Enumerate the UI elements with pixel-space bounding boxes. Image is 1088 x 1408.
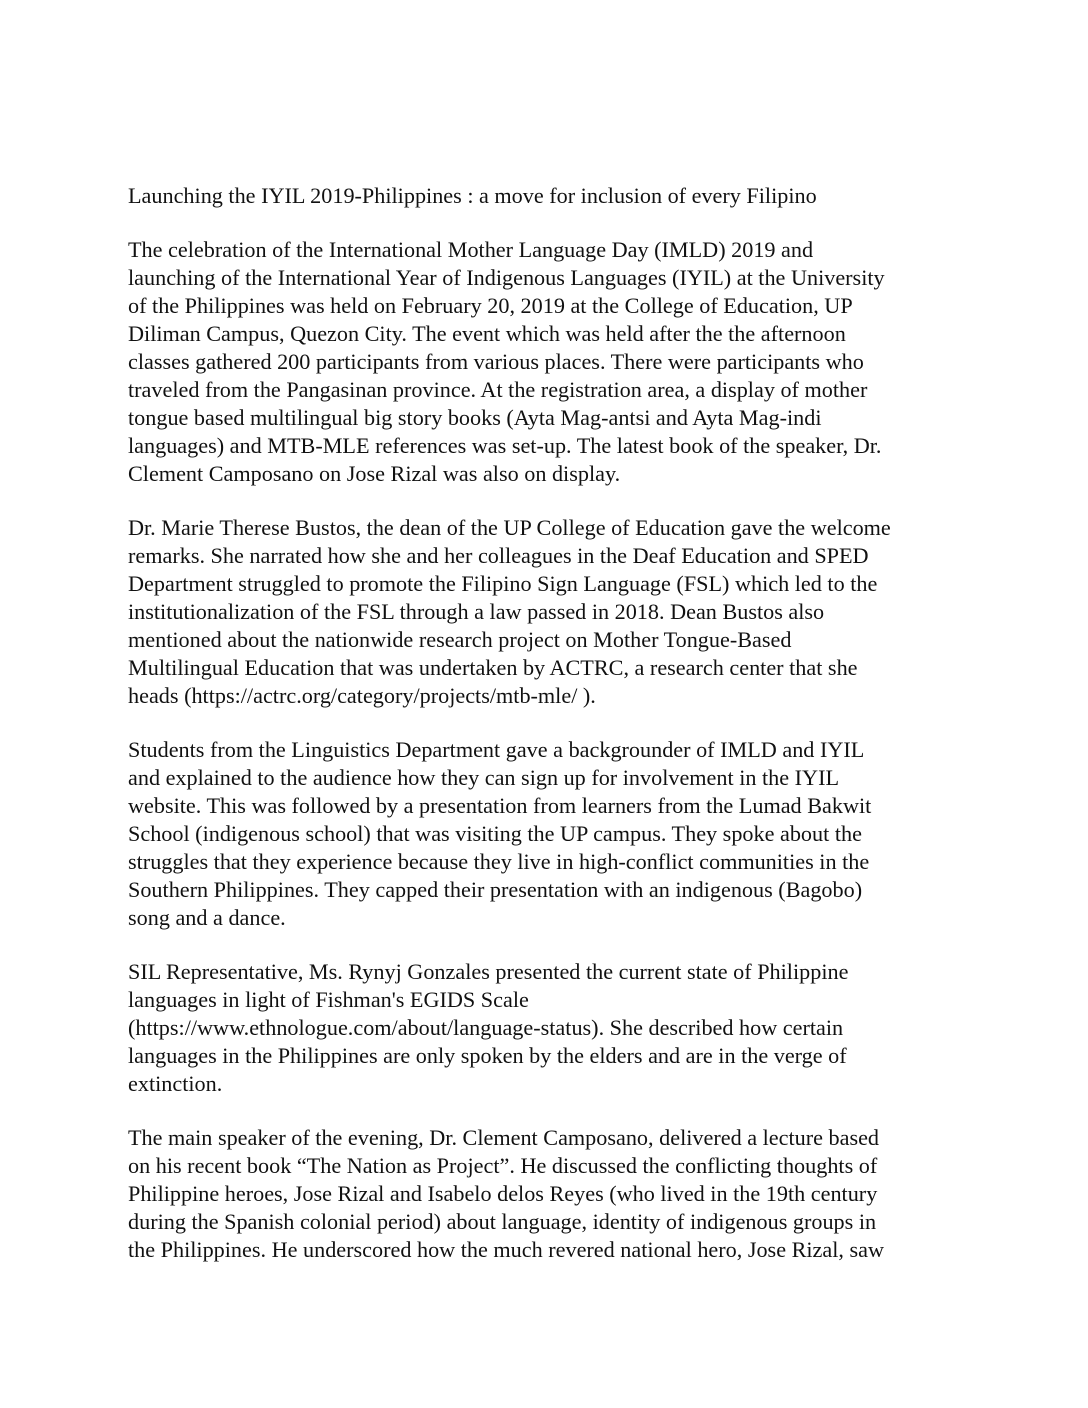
paragraph-line: Clement Camposano on Jose Rizal was also on display. <box>128 461 621 486</box>
paragraph-line: extinction. <box>128 1071 223 1096</box>
paragraph-line: song and a dance. <box>128 905 286 930</box>
paragraph-line: The main speaker of the evening, Dr. Clement Camposano, delivered a lecture based <box>128 1125 880 1150</box>
paragraph-line: Dr. Marie Therese Bustos, the dean of the UP College of Education gave the welcome <box>128 515 891 540</box>
paragraph-line: classes gathered 200 participants from various places. There were participants who <box>128 349 864 374</box>
paragraph-line: Students from the Linguistics Department gave a backgrounder of IMLD and IYIL <box>128 737 865 762</box>
paragraph-line: mentioned about the nationwide research project on Mother Tongue-Based <box>128 627 792 652</box>
document-body <box>128 182 988 1290</box>
paragraph-welcome-remarks <box>128 514 988 710</box>
paragraph-line: Diliman Campus, Quezon City. The event which was held after the the afternoon <box>128 321 846 346</box>
paragraph-sil-representative <box>128 958 988 1098</box>
paragraph-line: SIL Representative, Ms. Rynyj Gonzales presented the current state of Philippine <box>128 959 849 984</box>
paragraph-line: during the Spanish colonial period) about language, identity of indigenous groups in <box>128 1209 877 1234</box>
paragraph-line: languages) and MTB-MLE references was set-up. The latest book of the speaker, Dr. <box>128 433 882 458</box>
document-title: Launching the IYIL 2019-Philippines : a move for inclusion of every Filipino <box>128 183 817 208</box>
paragraph-line: institutionalization of the FSL through a law passed in 2018. Dean Bustos also <box>128 599 825 624</box>
paragraph-line: the Philippines. He underscored how the much revered national hero, Jose Rizal, saw <box>128 1237 885 1262</box>
paragraph-main-speaker <box>128 1124 988 1264</box>
paragraph-line: and explained to the audience how they can sign up for involvement in the IYIL <box>128 765 840 790</box>
paragraph-line: heads (https://actrc.org/category/projects/mtb-mle/ ). <box>128 683 596 708</box>
paragraph-line: languages in the Philippines are only spoken by the elders and are in the verge of <box>128 1043 847 1068</box>
paragraph-line: launching of the International Year of Indigenous Languages (IYIL) at the University <box>128 265 885 290</box>
paragraph-line: traveled from the Pangasinan province. At the registration area, a display of mother <box>128 377 868 402</box>
paragraph-line: Philippine heroes, Jose Rizal and Isabelo delos Reyes (who lived in the 19th century <box>128 1181 878 1206</box>
paragraph-line: remarks. She narrated how she and her colleagues in the Deaf Education and SPED <box>128 543 869 568</box>
paragraph-line: of the Philippines was held on February 20, 2019 at the College of Education, UP <box>128 293 853 318</box>
paragraph-line: School (indigenous school) that was visiting the UP campus. They spoke about the <box>128 821 862 846</box>
paragraph-line: tongue based multilingual big story books (Ayta Mag-antsi and Ayta Mag-indi <box>128 405 822 430</box>
paragraph-event-overview <box>128 236 988 488</box>
paragraph-line: struggles that they experience because they live in high-conflict communities in the <box>128 849 870 874</box>
paragraph-line: Multilingual Education that was undertaken by ACTRC, a research center that she <box>128 655 858 680</box>
paragraph-line: Department struggled to promote the Filipino Sign Language (FSL) which led to the <box>128 571 878 596</box>
paragraph-line: on his recent book “The Nation as Project”. He discussed the conflicting thoughts of <box>128 1153 878 1178</box>
paragraph-line: languages in light of Fishman's EGIDS Scale <box>128 987 529 1012</box>
paragraph-line: The celebration of the International Mother Language Day (IMLD) 2019 and <box>128 237 814 262</box>
paragraph-line: website. This was followed by a presentation from learners from the Lumad Bakwit <box>128 793 872 818</box>
paragraph-line: Southern Philippines. They capped their presentation with an indigenous (Bagobo) <box>128 877 863 902</box>
paragraph-line: (https://www.ethnologue.com/about/language-status). She described how certain <box>128 1015 844 1040</box>
paragraph-student-presentations <box>128 736 988 932</box>
